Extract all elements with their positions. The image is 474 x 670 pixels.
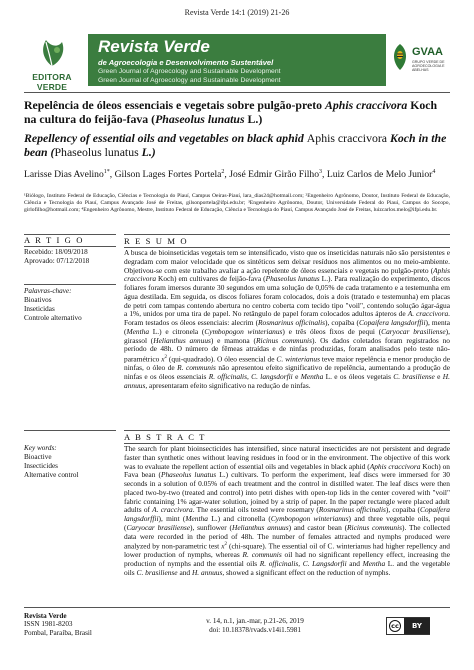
italic-term: H. annuus xyxy=(124,371,450,390)
keyword-item: Inseticidas xyxy=(24,305,55,313)
italic-term: Helianthus annuus xyxy=(153,335,211,345)
author-name: Larisse Dias Avelino xyxy=(24,169,104,181)
keyword-en-item: Alternative control xyxy=(24,471,79,479)
article-info-box xyxy=(24,236,116,323)
text-run: oil had no significant repellency effect, increasing the production of nymphs and the essential oils xyxy=(124,550,450,569)
footer-citation xyxy=(190,617,320,635)
italic-term: Phaseolus lunatus xyxy=(160,470,217,480)
italic-term: Rosmarinus officinalis xyxy=(318,505,386,515)
article-dates xyxy=(24,246,116,266)
journal-name: Revista Verde xyxy=(98,37,210,56)
text-run: . Foram testados os óleos essenciais: alecrim ( xyxy=(124,309,450,327)
creative-commons-badge[interactable] xyxy=(386,617,430,635)
title-en-part: Koch in the bean ( xyxy=(24,131,447,159)
italic-term: A. craccivora xyxy=(152,505,193,515)
text-run: A busca de bioinseticidas vegetais tem se intensificado, visto que os inseticidas naturais não são persistentes e degradam com maior velocidade que os sintéticos sem deixar resíduos nos alimentos ou no meio-ambiente. Objetivou-se com este trabalho avaliar a ação repelente de óleos essenciais e vegetais no pulgão-preto ( xyxy=(124,248,450,275)
italic-term: Mentha xyxy=(185,514,208,523)
resumo-heading: R E S U M O xyxy=(124,236,189,246)
title-en-part: Repellency of essential oils and vegetables on black aphid xyxy=(24,131,307,145)
article-heading: A R T I G O xyxy=(24,235,85,245)
running-head: Revista Verde 14:1 (2019) 21-26 xyxy=(184,8,290,17)
italic-term: Ricinus communis xyxy=(347,522,402,532)
title-pt-species: Phaseolus lunatus xyxy=(155,112,245,126)
keyword-item: Controle alternativo xyxy=(24,314,82,322)
text-run: (qui-quadrado). O óleo essencial de xyxy=(167,354,277,364)
resumo-section xyxy=(124,236,450,390)
text-run: L.). Para realização do experimento, discos foliares foram imersos durante 30 segundos em uma solução de 0,05% de cada tratamento e a testemunha em água destilada. Em seguida, os discos foliares foram colocados, dois a dois (tratado e testemunha) em placas de petri com tampas contendo abertura no centro coberta com tecido tipo "voil", contendo solução ágar-água a 1%, unidos por uma tira de papel. No retângulo de papel foram colocados adultos ápteros de xyxy=(124,274,450,319)
title-portuguese xyxy=(24,98,450,126)
author-name: , José Edmir Girão Filho xyxy=(224,169,320,181)
text-run: and xyxy=(177,567,192,577)
italic-term: Rosmarinus officinalis xyxy=(258,318,326,327)
italic-term: R. communis xyxy=(177,363,216,373)
title-pt-part: L.) xyxy=(244,112,263,126)
text-run: L.) e citronela ( xyxy=(149,326,205,336)
received-date: Recebido: 18/09/2018 xyxy=(24,248,88,256)
superscript: 2 xyxy=(164,355,167,360)
text-run: ), copaiba ( xyxy=(385,505,421,515)
abstract-section xyxy=(124,432,450,578)
cc-icon: cc xyxy=(389,620,401,632)
journal-english-title-2: Green Journal of Agroecology and Sustainable Development xyxy=(98,77,281,84)
title-pt-species: Aphis craccivora xyxy=(325,98,408,112)
gvaa-tagline: GRUPO VERDE DE AGROECOLOGIA E ABELHAS xyxy=(412,60,445,73)
italic-term: Mentha xyxy=(362,559,386,569)
title-english xyxy=(24,131,450,159)
keywords-label: Palavras-chave: xyxy=(24,287,72,295)
text-run: The search for plant bioinsecticides has intensified, since natural insecticides are not persistent and degrade faster than synthetic ones without leaving residues in food or in the environment. The objective of this work was to evaluate the repellent action of essential oils and vegetables in black aphid ( xyxy=(124,444,450,471)
title-pt-part: Koch na cultura do feijão-fava ( xyxy=(24,98,438,126)
footer-volume: v. 14, n.1, jan.-mar, p.21-26, 2019 xyxy=(206,617,304,625)
title-en-species: Aphis craccivora xyxy=(306,131,388,145)
editora-verde-logo xyxy=(24,32,80,92)
text-run: teve maior repelência e menor produção de ninfas, o óleo de xyxy=(124,354,450,373)
footer-doi[interactable]: doi: 10.18378/rvads.v14i1.5981 xyxy=(209,625,301,634)
superscript: 2 xyxy=(224,542,227,548)
italic-term: A. craccivora xyxy=(407,309,449,319)
text-run: L. e os óleos vegetais xyxy=(323,371,394,381)
italic-term: R. officinalis, C. Langsdorfii xyxy=(259,559,347,569)
text-run: ), sunflower ( xyxy=(190,522,232,532)
abstract-side-rule xyxy=(24,430,116,431)
text-run: , showed a significant effect on the reduction of nymphs. xyxy=(222,567,391,577)
text-run: e xyxy=(292,371,301,381)
footer-issn: ISSN 1981-8203 xyxy=(24,620,73,629)
text-run: . The essential oils tested were rosemary ( xyxy=(192,505,319,515)
italic-term: Caryocar brasiliense xyxy=(126,522,191,532)
author-name: , Gilson Lages Fortes Portela xyxy=(109,169,222,181)
keywords-pt xyxy=(24,284,116,323)
journal-banner xyxy=(24,32,450,92)
text-run: and xyxy=(346,559,363,569)
keyword-item: Bioativos xyxy=(24,296,52,304)
italic-term: Ricinus communis xyxy=(256,335,312,345)
text-run: L. and the vegetable oils xyxy=(124,559,451,577)
keyword-en-item: Bioactive xyxy=(24,453,52,461)
text-run: ). The collected data were recorded in the period of 48h. The number of females attracted and nymphs produced were analyzed by non-parametric test xyxy=(124,522,450,551)
by-icon: BY xyxy=(404,618,430,634)
text-run: ), copaíba ( xyxy=(325,318,359,327)
italic-term: R. communis xyxy=(242,550,282,560)
author-affil-mark: 4 xyxy=(432,169,436,175)
text-run: (chi-square). The essential oil of C. winterianus had higher repellency and lower production of nymphs, whereas xyxy=(124,541,450,560)
abstract-text xyxy=(124,443,450,578)
italic-term: C. brasiliense xyxy=(136,567,178,577)
italic-term: Helianthus annuus xyxy=(232,522,289,532)
approved-date: Aprovado: 07/12/2018 xyxy=(24,257,90,265)
keywords-en-label: Key words: xyxy=(24,444,57,452)
italic-term: Caryocar brasiliense xyxy=(381,326,446,336)
title-pt-part: Repelência de óleos essenciais e vegetais sobre pulgão-preto xyxy=(24,98,326,112)
title-en-species: Phaseolus lunatus xyxy=(54,145,139,159)
italic-term: Aphis craccivora xyxy=(369,461,421,471)
author-affil-mark: 1* xyxy=(103,169,110,175)
text-run: Koch) em cultivares de feijão-fava ( xyxy=(156,274,266,284)
gvaa-text: GVAA xyxy=(412,46,443,58)
keyword-en-item: Insecticides xyxy=(24,462,58,470)
text-run: , apresentaram efeito significativo na redução de ninfas. xyxy=(145,380,311,390)
text-run: ), girassol ( xyxy=(124,326,450,345)
gvaa-logo xyxy=(390,36,450,86)
text-run: ) e três óleos fixos de pequi ( xyxy=(282,326,382,336)
italic-term: x xyxy=(221,541,225,551)
italic-term: C. winterianus xyxy=(276,354,321,364)
footer-journal-info xyxy=(24,612,144,637)
italic-term: H. annuus xyxy=(191,567,223,577)
journal-title-bar xyxy=(88,34,386,86)
italic-term: Copaifera langsdorffii xyxy=(358,318,426,327)
italic-term: Phaseolus lunatus xyxy=(265,274,320,284)
leaf-logo-icon xyxy=(36,36,68,68)
journal-subtitle: de Agroecologia e Desenvolvimento Sustentável xyxy=(98,58,274,67)
text-run: ) e mamona ( xyxy=(210,335,256,345)
text-run: Koch) on Fava bean ( xyxy=(124,461,450,480)
author-name: , Luiz Carlos de Melo Junior xyxy=(322,169,433,181)
bee-leaf-logo-icon xyxy=(390,42,410,72)
author-list xyxy=(24,166,450,181)
abstract-heading: A B S T R A C T xyxy=(124,432,207,442)
title-en-part: L.) xyxy=(138,145,156,159)
journal-english-title: Green Journal of Agroecology and Sustainable Development xyxy=(98,68,281,75)
text-run: ), mint ( xyxy=(158,514,186,523)
footer-journal-name: Revista Verde xyxy=(24,612,67,620)
text-run: não apresentou efeito significativo de repelência, aumentando a produção de ninfas e os óleos essenciais xyxy=(124,363,450,381)
author-affil-mark: 2 xyxy=(221,169,225,175)
italic-term: Copaifera langsdorffii xyxy=(124,505,451,523)
text-run: e xyxy=(434,371,443,381)
abstract-top-rule xyxy=(124,430,450,431)
author-affiliations: ¹Biólogo, Instituto Federal de Educação, Ciências e Tecnologia do Piauí, Campus Oeiras-Piauí, lara_dias24@hotmail.com; ²Engenheiro Agrônomo, Doutor, Instituto Federal de Educação, Ciência e Tecnologia do Piauí, Campus Avançado José de Freitas, gilsonportela@ifpi.edu.br; ³Engenheiro Agrônomo, Doutor, Universidade Federal do Piauí, Campus do Socopo, girlofilho@hotmail.com; ⁴Engenheiro Agrônomo, Mestre, Instituto Federal de Educação, Ciência e Tecnologia do Piauí, Campus Avançado José de Freitas, luizcarlos.melo@ifpi.edu.br. xyxy=(24,193,450,214)
text-run: ), menta ( xyxy=(124,318,450,336)
text-run: L.) and citronella ( xyxy=(207,514,271,523)
text-run: ) and castor bean ( xyxy=(288,522,348,532)
header-divider xyxy=(24,92,450,93)
footer-place: Pombal, Paraíba, Brasil xyxy=(24,628,92,637)
text-run: ). Os dados coletados foram registrados no período de 48h. O número de fêmeas atraídas e de ninfas produzidas, foram analisados pelo teste não-paramétrico xyxy=(124,335,450,364)
resumo-top-rule xyxy=(124,234,450,235)
author-affil-mark: 3 xyxy=(319,169,323,175)
italic-term: Mentha xyxy=(126,326,150,336)
abstract-keywords-box xyxy=(24,444,116,480)
editora-verde-text: EDITORA VERDE xyxy=(32,72,72,92)
text-run: L.) cultivars. To perform the experiment, leaf discs were immersed for 30 seconds in a solution of 0.05% of each treatment and the control in distilled water. The leaf discs were then placed two-by-two (treated and control) into petri dishes with open-top lids in the center covered with "voil" fabric containing 1% agar-water solution, joined by a strip of paper. In the paper rectangle were placed adult adults of xyxy=(124,470,450,515)
italic-term: Aphis craccivora xyxy=(124,265,450,284)
footer-divider xyxy=(24,607,450,608)
italic-term: x xyxy=(161,354,165,364)
text-run: ) and three vegetable oils, pequi ( xyxy=(124,514,450,532)
italic-term: Cymbopogon winterianus xyxy=(270,514,349,523)
italic-term: C. brasiliense xyxy=(393,371,435,381)
italic-term: Cymbopogon winterianus xyxy=(204,326,283,336)
italic-term: R. officinalis, C. langsdorfii xyxy=(208,371,293,381)
italic-term: Mentha xyxy=(300,371,324,381)
resumo-text xyxy=(124,247,450,390)
